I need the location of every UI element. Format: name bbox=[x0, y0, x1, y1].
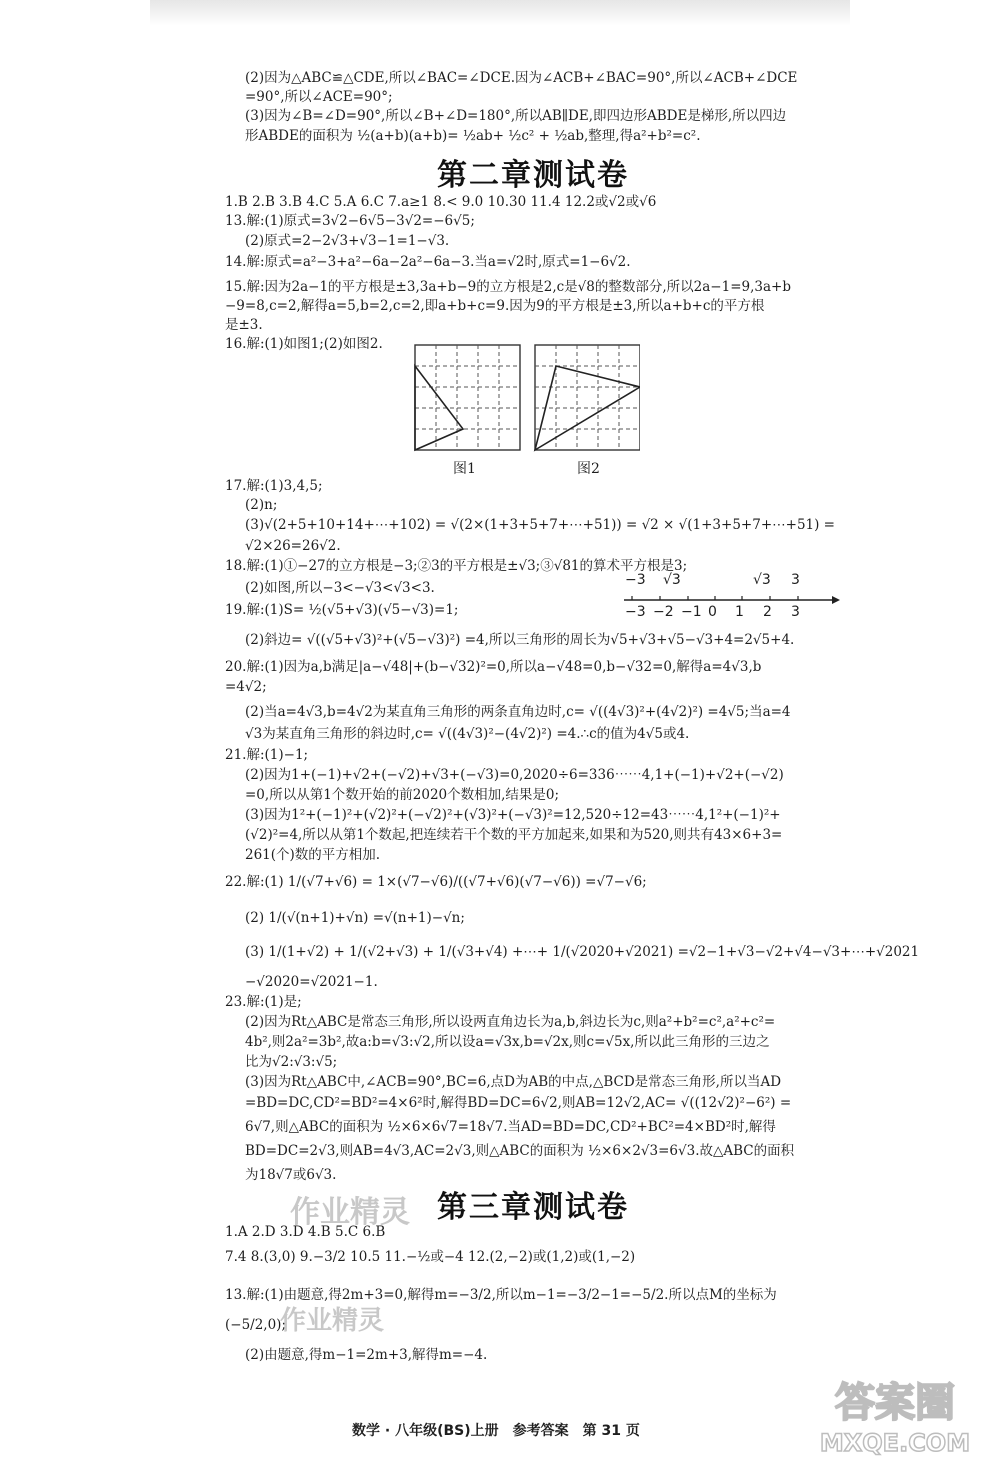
answer-line: (2)因为1+(−1)+√2+(−√2)+√3+(−√3)=0,2020÷6=336⋯⋯4,1+(−1)+√2+(−√2) bbox=[245, 767, 784, 783]
answer-line: 22.解:(1) 1/(√7+√6) = 1×(√7−√6)/((√7+√6)(√7−√6)) =√7−√6; bbox=[225, 874, 647, 890]
answer-line: 17.解:(1)3,4,5; bbox=[225, 478, 323, 494]
figure-1-grid bbox=[415, 345, 520, 450]
answer-line: 14.解:原式=a²−3+a²−6a−2a²−6a−3.当a=√2时,原式=1−6√2. bbox=[225, 254, 631, 270]
answer-line: (√2)²=4,所以从第1个数起,把连续若干个数的平方加起来,如果和为520,则共有43×6+3= bbox=[245, 827, 783, 843]
answer-line: (2)原式=2−2√3+√3−1=1−√3. bbox=[245, 233, 450, 249]
answer-line: (3)√(2+5+10+14+⋯+102) = √(2×(1+3+5+7+⋯+51)) = √2 × √(1+3+5+7+⋯+51) = bbox=[245, 517, 835, 533]
tick-label: 2 bbox=[763, 604, 772, 620]
answer-line: 是±3. bbox=[225, 317, 263, 333]
answer-line: (3) 1/(1+√2) + 1/(√2+√3) + 1/(√3+√4) +⋯+ 1/(√2020+√2021) =√2−1+√3−√2+√4−√3+⋯+√2021 bbox=[245, 944, 920, 960]
answer-line: 16.解:(1)如图1;(2)如图2. bbox=[225, 336, 383, 352]
answer-line: 18.解:(1)①−27的立方根是−3;②3的平方根是±√3;③√81的算术平方根是3; bbox=[225, 558, 688, 574]
tick-label: 1 bbox=[735, 604, 744, 620]
watermark-text: 作业精灵 bbox=[290, 1195, 410, 1230]
answer-line: 6√7,则△ABC的面积为 ½×6×6√7=18√7.当AD=BD=DC,CD²+BC²=4×BD²时,解得 bbox=[245, 1119, 776, 1135]
answer-line: −9=8,c=2,解得a=5,b=2,c=2,即a+b+c=9.因为9的平方根是±3,所以a+b+c的平方根 bbox=[225, 298, 765, 314]
answer-line: 7.4 8.(3,0) 9.−3/2 10.5 11.−½或−4 12.(2,−2)或(1,2)或(1,−2) bbox=[225, 1249, 636, 1265]
chapter-3-heading: 第三章测试卷 bbox=[437, 1190, 629, 1225]
answer-line: −√2020=√2021−1. bbox=[245, 974, 378, 990]
answer-line: =90°,所以∠ACE=90°; bbox=[245, 89, 393, 105]
answer-line: (2)如图,所以−3<−√3<√3<3. bbox=[245, 580, 435, 596]
answer-line: 261(个)数的平方相加. bbox=[245, 847, 381, 863]
answer-line: (2)由题意,得m−1=2m+3,解得m=−4. bbox=[245, 1347, 488, 1363]
answer-line: 23.解:(1)是; bbox=[225, 994, 302, 1010]
tick-label: 3 bbox=[791, 604, 800, 620]
answer-line: 为18√7或6√3. bbox=[245, 1167, 337, 1183]
answer-line: (3)因为∠B=∠D=90°,所以∠B+∠D=180°,所以AB∥DE,即四边形ABDE是梯形,所以四边 bbox=[245, 108, 787, 124]
answer-line: (3)因为1²+(−1)²+(√2)²+(−√2)²+(√3)²+(−√3)²=12,520÷12=43⋯⋯4,1²+(−1)²+ bbox=[245, 807, 781, 823]
answer-line: (2)因为△ABC≌△CDE,所以∠BAC=∠DCE.因为∠ACB+∠BAC=90°,所以∠ACB+∠DCE bbox=[245, 70, 798, 86]
answer-line: 1.B 2.B 3.B 4.C 5.A 6.C 7.a≥1 8.< 9.0 10.30 11.4 12.2或√2或√6 bbox=[225, 194, 657, 210]
answer-line: 13.解:(1)原式=3√2−6√5−3√2=−6√5; bbox=[225, 213, 475, 229]
scan-shadow bbox=[150, 0, 850, 26]
logo-url: MXQE.COM bbox=[819, 1429, 971, 1457]
point-label: √3 bbox=[753, 572, 771, 588]
chapter-2-heading: 第二章测试卷 bbox=[437, 158, 629, 193]
point-label: 3 bbox=[791, 572, 800, 588]
answer-line: √2×26=26√2. bbox=[245, 538, 341, 554]
tick-label: −2 bbox=[653, 604, 674, 620]
point-label: √3 bbox=[663, 572, 681, 588]
answer-line: (2)因为Rt△ABC是常态三角形,所以设两直角边长为a,b,斜边长为c,则a²+b²=c²,a²+c²= bbox=[245, 1014, 776, 1030]
answer-line: 21.解:(1)−1; bbox=[225, 747, 309, 763]
answer-line: (2)斜边= √((√5+√3)²+(√5−√3)²) =4,所以三角形的周长为√5+√3+√5−√3+4=2√5+4. bbox=[245, 632, 795, 648]
page-footer: 数学 · 八年级(BS)上册 参考答案 第 31 页 bbox=[352, 1423, 640, 1439]
figure-1-caption: 图1 bbox=[453, 461, 476, 477]
logo-text: 答案圈 bbox=[835, 1380, 955, 1426]
answer-line: (2) 1/(√(n+1)+√n) =√(n+1)−√n; bbox=[245, 910, 465, 926]
answer-line: 1.A 2.D 3.D 4.B 5.C 6.B bbox=[225, 1224, 386, 1240]
answer-line: =4√2; bbox=[225, 679, 267, 695]
watermark-text-2: 作业精灵 bbox=[280, 1306, 385, 1336]
answer-line: 比为√2:√3:√5; bbox=[245, 1054, 338, 1070]
answer-line: BD=DC=2√3,则AB=4√3,AC=2√3,则△ABC的面积为 ½×6×2√3=6√3.故△ABC的面积 bbox=[245, 1143, 795, 1159]
answer-line: 15.解:因为2a−1的平方根是±3,3a+b−9的立方根是2,c是√8的整数部分,所以2a−1=9,3a+b bbox=[225, 279, 791, 295]
figure-2-grid bbox=[535, 345, 640, 450]
answer-line: (3)因为Rt△ABC中,∠ACB=90°,BC=6,点D为AB的中点,△BCD是常态三角形,所以当AD bbox=[245, 1074, 782, 1090]
point-label: −3 bbox=[625, 572, 646, 588]
answer-line: 19.解:(1)S= ½(√5+√3)(√5−√3)=1; bbox=[225, 602, 459, 618]
answer-line: 形ABDE的面积为 ½(a+b)(a+b)= ½ab+ ½c² + ½ab,整理,得a²+b²=c². bbox=[245, 128, 701, 144]
figure-2-caption: 图2 bbox=[577, 461, 600, 477]
answer-line: =0,所以从第1个数开始的前2020个数相加,结果是0; bbox=[245, 787, 560, 803]
site-logo bbox=[810, 1361, 980, 1461]
answer-line: 4b²,则2a²=3b²,故a:b=√3:√2,所以设a=√3x,b=√2x,则c=√5x,所以此三角形的三边之 bbox=[245, 1034, 770, 1050]
answer-line: √3为某直角三角形的斜边时,c= √((4√3)²−(4√2)²) =4.∴c的值为4√5或4. bbox=[245, 726, 690, 742]
tick-label: −3 bbox=[625, 604, 646, 620]
answer-line: 13.解:(1)由题意,得2m+3=0,解得m=−3/2,所以m−1=−3/2−1=−5/2.所以点M的坐标为 bbox=[225, 1287, 777, 1303]
answer-line: (2)n; bbox=[245, 497, 278, 513]
answer-line: (−5/2,0); bbox=[225, 1317, 287, 1333]
tick-label: −1 bbox=[681, 604, 702, 620]
tick-label: 0 bbox=[708, 604, 717, 620]
answer-line: (2)当a=4√3,b=4√2为某直角三角形的两条直角边时,c= √((4√3)²+(4√2)²) =4√5;当a=4 bbox=[245, 704, 791, 720]
answer-line: =BD=DC,CD²=BD²=4×6²时,解得BD=DC=6√2,则AB=12√2,AC= √((12√2)²−6²) = bbox=[245, 1095, 792, 1111]
grid-figures bbox=[410, 340, 640, 455]
answer-line: 20.解:(1)因为a,b满足|a−√48|+(b−√32)²=0,所以a−√48=0,b−√32=0,解得a=4√3,b bbox=[225, 659, 762, 675]
